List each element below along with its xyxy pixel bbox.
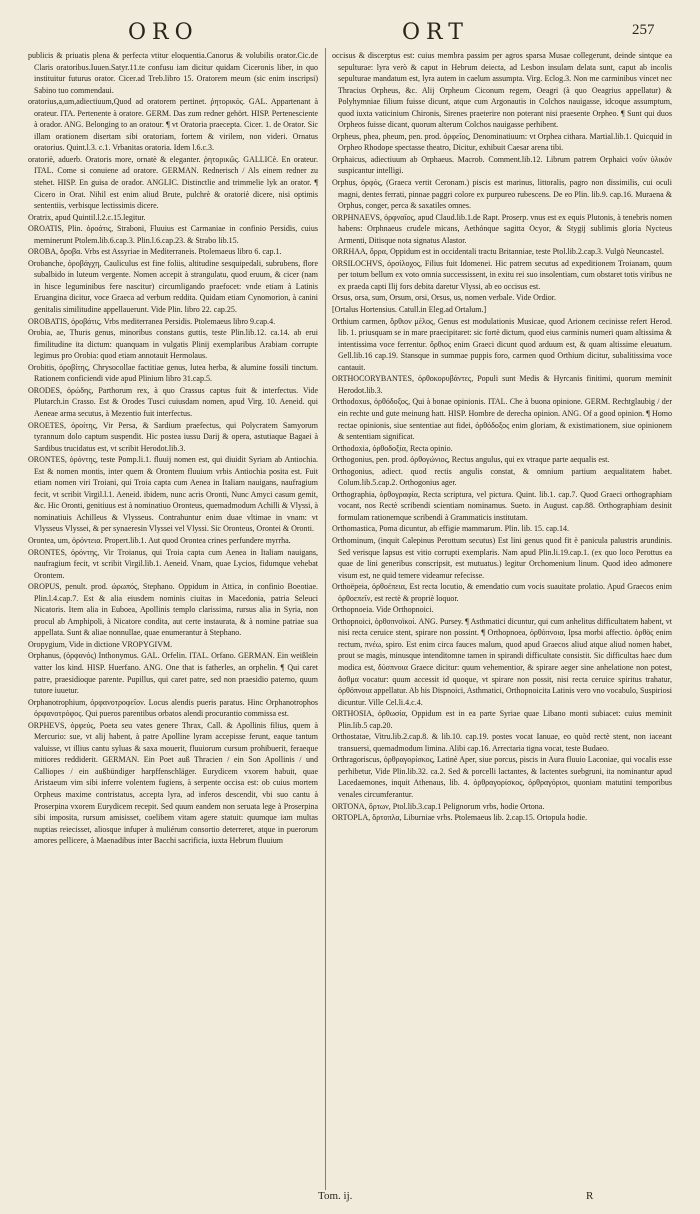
dictionary-entry: Orthostatae, Vitru.lib.2.cap.8. & lib.10. cap.19. postes vocat Ianuae, eo quòd rectè stent, non iaceant transuersi, quemadmodum limina. Alibi cap.16. Arrectaria tigna vocat, teste Budaeo. — [332, 732, 672, 753]
dictionary-entry: Orphanotrophium, ὀρφανοτροφεῖον. Locus alendis pueris paratus. Hinc Orphanotrophos ὀρφανοτρόφος. Qui pueros parentibus orbatos alendi procurantio commissa est. — [28, 697, 318, 719]
dictionary-entry: Orthomastica, Poma dicuntur, ab effigie mammarum. Plin. lib. 15. cap.14. — [332, 524, 570, 534]
dictionary-entry: ORODES, ὀρώδης, Parthorum rex, à quo Crassus captus fuit & interfectus. Vide Plutarch.in Crasso. Est & Orodes Tusci cuiusdam nomen, apud Virg. 10. Aeneid. qui Aeneae arma secutus, à Mezentio fuit interfectus. — [28, 385, 318, 418]
dictionary-entry: occisus & discerptus est: cuius membra passim per agros sparsa Musae collegerunt, deinde sintque ea sepulturae: lyra verò & caput in Hebrum deiecta, ad Lesbon insulam delata sunt, caput ab incolis sepulturae mandatum est, lyra autem in caelum assumpta. Virg. Eclog.3. Non me carminibus vincet nec Thracius Orpheus, &c. Alij Orpheum Ciconum regem, Oeagri (à quo Oeagrius appellatur) & Polyhymniae filium fuisse dicunt, atque cum Argonautis in Colchos nauigasse, idcoque assumptum, quod iuxta vaticinium Chironis, Sirenes praeterire non poterant nisi praesente Orpheo. ¶ Sunt qui duos Orpheos fuisse dicant, quorum alterum Colchos nauigasse perhibent. — [332, 51, 672, 130]
dictionary-entry: [Ortalus Hortensius. Catull.in Eleg.ad Ortalum.] — [332, 305, 487, 315]
dictionary-entry: Oropygium, Vide in dictione VROPYGIVM. — [28, 639, 173, 649]
signature-left: Tom. ij. — [318, 1190, 353, 1202]
column-divider — [325, 48, 326, 1190]
dictionary-entry: OROBA, ὄροβα. Vrbs est Assyriae in Mediterraneis. Ptolemaeus libro 6. cap.1. — [28, 247, 282, 257]
dictionary-entry: ORTOPLA, ὄρτοπλα, Liburniae vrbs. Ptolemaeus lib. 2.cap.15. Ortopula hodie. — [332, 813, 588, 823]
header-right-word: ORT — [402, 20, 469, 45]
dictionary-entry: ORONTES, ὀρόντης, Vir Troianus, qui Troia capta cum Aenea in Italiam nauigans, naufragium fecit, vt scribit Virgil.lib.1. Aeneid. Vnam, quae Lycios, fidumque vehebat Orontem. — [28, 547, 318, 580]
dictionary-entry: Orthodoxia, ὀρθοδοξία, Recta opinio. — [332, 443, 453, 453]
dictionary-entry: Orsus, orsa, sum, Orsum, orsi, Orsus, us, nomen verbale. Vide Ordior. — [332, 293, 557, 303]
dictionary-entry: Orthominum, (inquit Calepinus Perottum secutus) Est lini genus quod fit è panicula palustris arundinis. Sed verisque lapsus est vitio corrupti exemplaris. Nam apud Plin.li.19.cap.1. (ex quo loco Perottus ea quae de lini generibus conscripsit, est mutuatus.) legitur Orchomenium linum. Quod ideo admonere visum est, ne quid temere videamur refecisse. — [332, 535, 672, 580]
running-header — [0, 20, 700, 48]
dictionary-entry: Orobia, ae, Thuris genus, minoribus constans guttis, teste Plin.lib.12. ca.14. ab erui fimilitudine ita dictum: quanquam in vulgatis Plinij exemplaribus Arabiam corrupte legimus pro Orobia: quod etiam annotauit Hermolaus. — [28, 328, 318, 361]
dictionary-entry: Orphaicus, adiectiuum ab Orphaeus. Macrob. Comment.lib.12. Librum patrem Orphaici νοῦν ὑλικόν suspicantur intelligi. — [332, 154, 672, 176]
signature-right: R — [586, 1190, 594, 1202]
dictionary-entry: Orthogonius, adiect. quod rectis angulis constat, & omnium partium aequalitatem habet. Colum.lib.5.cap.2. Orthogonius ager. — [332, 466, 672, 488]
dictionary-entry: OROBATIS, ὀροβάτις, Vrbs mediterranea Persidis. Ptolemaeus libro 9.cap.4. — [28, 316, 276, 326]
dictionary-entry: OROPUS, penult. prod. ὠρωπός, Stephano. Oppidum in Attica, in confinio Boeotiae. Plin.l.4.cap.7. Est & alia eiusdem nominis ciuitas in Macedonia, patria Seleuci Nicatoris. Item alia in Euboea, Apollinis templo clarissima, rursus alia in Syria, non procul ab Amphipoli, à Nicatore condita, aut certe instaurata, & à nomine patriae sua appellata. Sunt & aliae nonnullae, quae enumerantur à Stephano. — [28, 582, 318, 638]
dictionary-entry: Orthragoriscus, ὀρθραγορίσκος, Latinè Aper, siue porcus, piscis in Aura fluuio Laconiae, qui vocalis esse perhibetur, Vide Plin.lib.32. ca.2. Sed & porcelli lactantes, & lactentes suebgruni, ita nominantur apud Lacedaemones, inquit Athenaus, lib. 4. ὀρθραγορίσκος, ὀρθραγόριοι, quoniam matutini temporibus venales circumferantur. — [332, 755, 672, 799]
dictionary-entry: Orthoëpeia, ὀρθοέπεια, Est recta locutio, & emendatio cum vocis suauitate prolatio. Apud Graecos enim ὀρθοεπεῖν, est rectè & propriè loquor. — [332, 582, 672, 603]
dictionary-entry: ORPHNAEVS, ὀρφναῖος, apud Claud.lib.1.de Rapt. Proserp. vnus est ex equis Plutonis, à tenebris nomen habens: Orphnaeus crudele micans, Aethónque sagitta Ocyor, & Stygij sublimis gloria Nycteus Armenti, Ditisque nota signatus Alastor. — [332, 212, 672, 245]
dictionary-entry: ORRHAA, ὄρρα, Oppidum est in occidentali tractu Britanniae, teste Ptol.lib.2.cap.3. Vulgò Neuncastel. — [332, 247, 664, 257]
dictionary-entry: oratorius,a,um,adiectiuum,Quod ad oratorem pertinet. ῥητορικός. GAL. Appartenant à orateur. ITA. Pertenente à oratore. GERM. Das zum redner gehört. HISP. Pertenesciente à orador. ANG. Belonging to an oratour. ¶ vt Oratoria praecepta. Cicer. 1. de Orator. Sic illam orationem disertam sibi oratoriam, fortem & virilem, non videri. Ornatus oratorius. Quint.l.3. c.1. Vrbanitas oratoria. Idem l.6.c.3. — [28, 97, 318, 153]
dictionary-entry: ORSILOCHVS, ὀρσίλοχος, Filius fuit Idomenei. Hic patrem secutus ad expeditionem Troianam, quum per totum bellum ex voto omnia successissent, in exitu rei suo insolentiam, cum obstaret totis viribus ne ex praeda capti Ilij fors debita daretur Vlyssi, ab eo occisus est. — [332, 258, 672, 291]
dictionary-entry: Orphanus, (ὀρφανός) Inthonymus. GAL. Orfelin. ITAL. Orfano. GERMAN. Ein weißlein vatter los kind. HISP. Huerfano. ANG. One that is fatherles, an orphelin. ¶ Qui caret patre, praesidioque parente. Pupillus, qui caret patre, sed non praesidio paterno, quum tutore iuuetur. — [28, 651, 318, 696]
dictionary-entry: OROETES, ὀροίτης, Vir Persa, & Sardium praefectus, qui Polycratem Samyorum tyrannum dolo captum suspendit. Hic postea iussu Darij & opera, astutiaque Bagaei à Sardibus trucidatus est, vt scribit Herodot.lib.3. — [28, 420, 318, 453]
dictionary-entry: Orthodoxus, ὀρθόδοξος, Qui à bonae opinionis. ITAL. Che à buona opinione. GERM. Rechtglaubig / der ein rechte und gute meinung hatt. HISP. Hombre de derecha opinion. ANG. Of a good opinion. ¶ Homo rectae opinionis, siue sententiae aut fidei, ὀρθόδοξος enim gloriam, & existimationem, siue opinionem & sententiam significat. — [332, 397, 672, 442]
dictionary-entry: Orthographia, ὀρθογραφία, Recta scriptura, vel pictura. Quint. lib.1. cap.7. Quod Graeci orthographiam vocant, nos Rectè scribendi scientiam nominamus. Sueto. in August. cap.88. Orthographiam desinit formulam rationemque scribendi à Grammaticis institutam. — [332, 489, 672, 522]
header-left-word: ORO — [128, 20, 199, 45]
dictionary-entry: Orpheus, phea, pheum, pen. prod. ὀρφεῖος, Denominatiuum: vt Orphea cithara. Martial.lib.1. Quicquid in Orpheo Rhodope spectasse theatro, Dicitur, exhibuit Caesar arena tibi. — [332, 131, 672, 153]
left-column — [28, 50, 318, 1180]
dictionary-entry: Orobanche, ὀροβάγχη, Cauliculus est fine foliis, altitudine sesquipedali, subrubens, flore subalbido in luteum vergente. Nomen accepit à strangulatu, quod eruum, & cicer (nam in hisce leguminibus fere nascitur) circumligando praefocet: vnde etiam à Latinis Eruangina dicitur, voce Graeca ad verbum reddita. Quidam etiam Cynomorion, à canini genitalis similitudine appellauerunt. Vide Plin. libro 22. cap.25. — [28, 258, 318, 315]
dictionary-entry: Orthogonius, pen. prod. ὀρθογώνιος, Rectus angulus, qui ex vtraque parte aequalis est. — [332, 455, 610, 465]
dictionary-entry: publicis & priuatis plena & perfecta vtitur eloquentia.Canorus & volubilis orator.Cic.de Claris oratoribus.Iuuen.Satyr.11.te confusu iam dicitur quidam Ciceronis liber, in quo instituitur futurus orator. Cicer.ad Treb.libro 15. Oratorem meum (sic enim inscripsi) Sabino tuo commendaui. — [28, 51, 318, 95]
dictionary-entry: ORPHEVS, ὀρφεύς, Poeta seu vates genere Thrax, Call. & Apollinis filius, quem à Mercurio: sue, vt alij habent, à patre Apolline lyram accepisse ferunt, eaque tantum valuisse, vt illius cantu syluas & saxa mouerit, fluuiorum cursum prohibuerit, feraeque mitiores reddiderit. GERMAN. Ein Poet auß Thracien / ein Son Apollinis / und Calliopes / ein außbündiger harpffenschläger. Eurydicem vxorem habuit, quae Aristaeum vim sibi inferre volentem fugiens, à serpente occisa est: ob cuius mortem Orpheus maxime contristatus, accepta lyra, ad inferos descendit, vbi suo cantu à Proserpina vxorem Eurydicem recepit. Sed quum eandem non seruata lege à Proserpina sibi imposita, rursum amisisset, coelibem vitam agere statuit: quumque iam multas nuptias reiecisset, aliosque infuper à muliérum consortio deterreret, atque in puerorum amores pellicere, à Maenadibus inter Bacchi sacrificia, iuxta Hebrum fluuium — [28, 720, 318, 846]
dictionary-entry: Orthium carmen, ὄρθιον μέλος, Genus est modulationis Musicae, quod Arionem cecinisse refert Herod. lib. 1. priusquam se in mare praecipitaret: sic fortè dictum, quod eius carminis numeri quam altissima & intentissima voce ferrentur. ὄρθιος enim Graeci dicunt quod arduum est, & quam altissime eleuatum. Gell.lib.16 cap.19. Stansque in summae puppis foro, carmen quod Orthium dicitur, subalitissima voce cantauit. — [332, 316, 672, 372]
dictionary-entry: Orthopnoeia. Vide Orthopnoici. — [332, 605, 434, 615]
dictionary-entry: ORTHOSIA, ὀρθωσία, Oppidum est in ea parte Syriae quae Libano monti subiacet: cuius meminit Plin.lib.5 cap.20. — [332, 709, 672, 730]
page-footer — [0, 1190, 700, 1210]
dictionary-entry: ORTONA, ὄρτων, Ptol.lib.3.cap.1 Pelignorum vrbs, hodie Ortona. — [332, 801, 545, 811]
dictionary-entry: Orthopnoici, ὀρθοπνοϊκοί. ANG. Pursey. ¶ Asthmatici dicuntur, qui cum anhelitus difficultatem habent, vt nisi recta ceruice stent, spirare non possint. ¶ Orthopnoea, ὀρθόπνοια, Ipsa morbi affectio. ὀρθὸς enim rectum, πνέω, spiro. Est enim circa fauces malum, quod apud Graecos aliud atque aliud nomen habet, prout se magis, minusque intenditomne tamen in spirandi difficultate consistit. Sic difficultas haec dum modica est, δύσπνοια Graece dicitur: quum vehementior, & spirare aeger sine anhelatione non potest, ἄσθμα vocatur: quum accessit id quoque, vt spirare non possit, nisi recta ceruice spiritus trahatur, ὀρθόπνοια appellatur. Ab his Dispnoici, Asthmatici, Orthopnoicita Latinis vero vno vocabulo, Suspiriosi dicuntur. Ville Cel.li.4.c.4. — [332, 616, 672, 707]
dictionary-entry: Orphus, ὀρφός, (Graeca vertit Ceronam.) piscis est marinus, littoralis, pagro non dissimilis, cui oculi magni, dentes ferrati, pinnae paggri colore ex purpureo rubescens. De eo Plin. lib.9. cap.16. Muraena & Orphus, conger, perca & saxatiles omnes. — [332, 178, 672, 211]
dictionary-entry: oratoriè, aduerb. Oratoris more, ornatè & eleganter. ῥητορικῶς. GALLICè. En orateur. ITAL. Come si conuiene ad oratore. GERMAN. Rednerisch / Als einem redner zu stehet. HISP. En guisa de orador. ANGLIC. Distinctlie and trimmelie lyk an orator. ¶ Cicero in Orat. Nihil est enim aliud Brute, pulchrè & oratoriè dicere, nisi optimis sententiis, verbisque lectissimis dicere. — [28, 154, 318, 211]
dictionary-entry: Orontea, um, ὀρόντεια. Propert.lib.1. Aut quod Orontea crines perfundere myrrha. — [28, 535, 291, 545]
dictionary-entry: ORTHOCORYBANTES, ὀρθοκορυβάντες, Populi sunt Medis & Hyrcanis finitimi, quorum meminit Herodot.lib.3. — [332, 374, 672, 395]
page-number: 257 — [632, 22, 655, 38]
right-column — [332, 50, 672, 1180]
dictionary-entry: Orobitis, ὀροβίτης, Chrysocollae factitiae genus, lutea herba, & alumine fossili tinctum. Rationem conficiendi vide apud Plinium libro 31.cap.5. — [28, 362, 318, 384]
dictionary-entry: ORONTES, ὀρόντης, teste Pomp.li.1. fluuij nomen est, qui diuidit Syriam ab Antiochia. Est & nomen montis, inter quem & Orontem fluuium vrbis Antiochia posita est. Fuit etiam nomen viri Troiani, qui Troia capta cum Aenea in Italiam nauigans, naufragium fecit, vt scribit Virgil.l.1. Aeneid. ibidem, nunc acris Oronti, Nunc Amyci casum gemit, &c. Hic Oronti, genitiuus est à nominatiuo Oronteus, quemadmodum Achilli & Vlyssi, à nominatiuis Achilleus & Vlysseus. Contrahuntur enim duae vltimae in vnam: vt Vlysseus Vlyssei, & per synaeresin Vlyssei vel Vlyssi. Sic Oronteus, Orontei & Oronti. — [28, 455, 318, 534]
dictionary-entry: Oratrix, apud Quintil.l.2.c.15.legitur. — [28, 212, 146, 222]
dictionary-entry: OROATIS, Plin. ὀροάτις, Straboni, Fluuius est Carmaniae in confinio Persidis, cuius meminerunt Ptolem.lib.6.cap.3. Plin.l.6.cap.23. & Strabo lib.15. — [28, 224, 318, 245]
